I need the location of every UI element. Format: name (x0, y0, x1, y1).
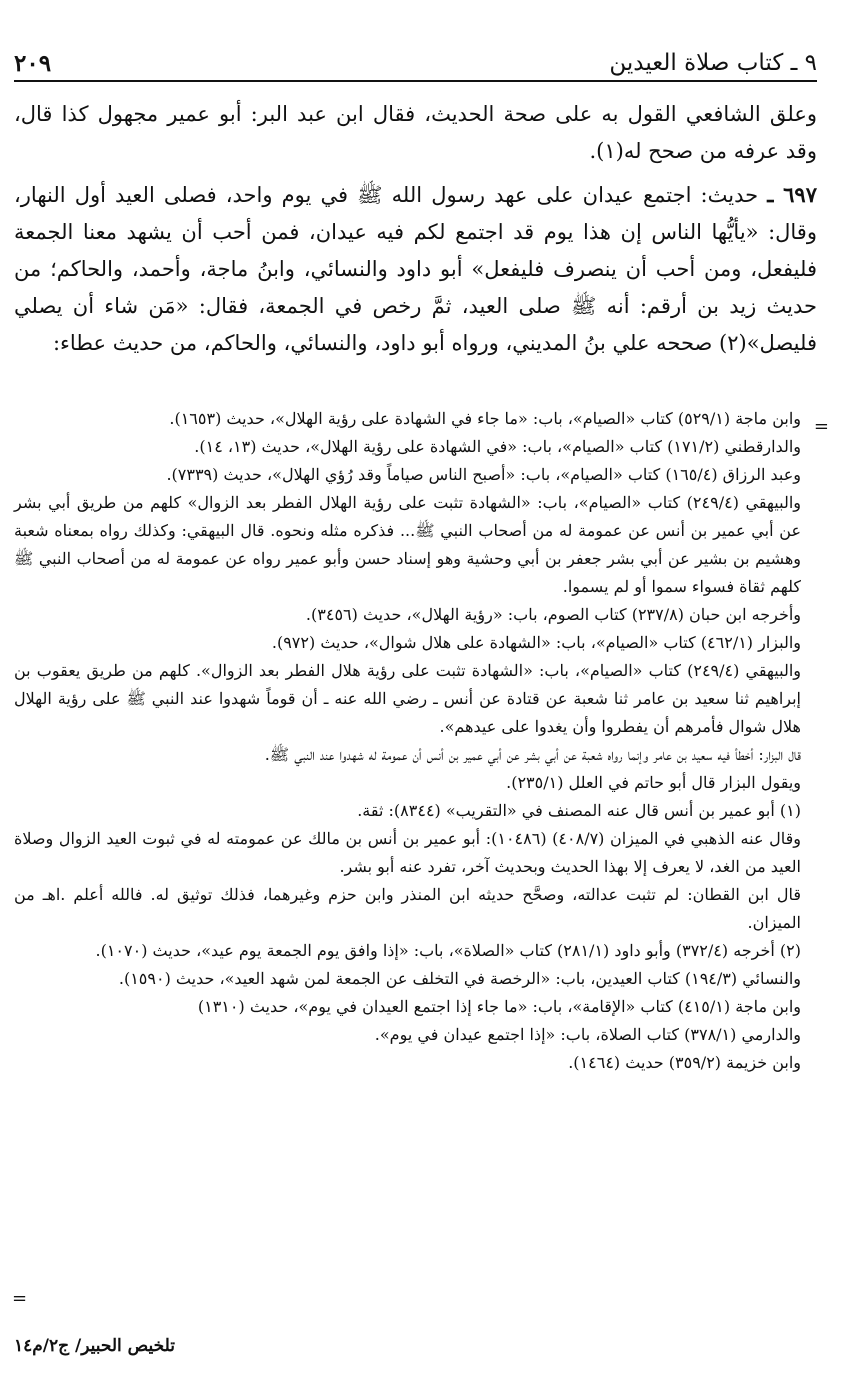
footnote-line: والبزار (٤٦٢/١) كتاب «الصيام»، باب: «الشهادة على هلال شوال»، حديث (٩٧٢). (271, 633, 801, 652)
hadith-text: حديث: اجتمع عيدان على عهد رسول الله ﷺ في يوم واحد، فصلى العيد أول النهار، وقال: «يأيُّها الناس إن هذا يوم قد اجتمع لكم فيه عيدان، فمن أحب أن يشهد معنا الجمعة فليفعل، ومن أحب أن ينصرف فليفعل» أبو داود والنسائي، وابنُ ماجة، وأحمد، والحاكم؛ من حديث زيد بن أرقم: أنه ﷺ صلى العيد، ثمَّ رخص في الجمعة، فقال: «مَن شاء أن يصلي فليصل»(٢) صححه علي بنُ المديني، ورواه أبو داود، والنسائي، والحاكم، من حديث عطاء: (14, 183, 817, 355)
header-rule (14, 80, 817, 82)
footnote-line: والدارقطني (١٧١/٢) كتاب «الصيام»، باب: «في الشهادة على رؤية الهلال»، حديث (١٣، ١٤). (194, 437, 801, 456)
footnote-line: وابن ماجة (٤١٥/١) كتاب «الإقامة»، باب: «ما جاء إذا اجتمع العيدان في يوم»، حديث (١٣١٠) (197, 997, 801, 1016)
footnote-line: وأخرجه ابن حبان (٢٣٧/٨) كتاب الصوم، باب: «رؤية الهلال»، حديث (٣٤٥٦). (305, 605, 801, 624)
footnote-line: ويقول البزار قال أبو حاتم في العلل (٢٣٥/١). (506, 773, 801, 792)
footnote-line: قال ابن القطان: لم تثبت عدالته، وصحَّح حديثه ابن المنذر وابن حزم وغيرهما، فذلك توثيق له. فالله أعلم .اهـ من الميزان. (14, 885, 802, 932)
footnote-line: والدارمي (٣٧٨/١) كتاب الصلاة، باب: «إذا اجتمع عيدان في يوم». (374, 1025, 801, 1044)
hadith-paragraph (14, 176, 817, 362)
footnote-1: (١) أبو عمير بن أنس قال عنه المصنف في «التقريب» (٨٣٤٤): ثقة. (357, 801, 801, 820)
footnote-line: قال البزار: أخطأ فيه سعيد بن عامر وإنما رواه شعبة عن أبي بشر عن أبي عمير بن أنس أن عمومة له شهدوا عند النبي ﷺ. (264, 745, 801, 764)
footnote-line: والنسائي (١٩٤/٣) كتاب العيدين، باب: «الرخصة في التخلف عن الجمعة لمن شهد العيد»، حديث (١٥٩٠). (118, 969, 801, 988)
hadith-number: ٦٩٧ ـ (767, 182, 817, 207)
page-header (14, 44, 817, 82)
continuation-mark-bottom: = (12, 1288, 28, 1309)
page-number: ٢٠٩ (14, 50, 52, 77)
footnote-line: وابن ماجة (٥٢٩/١) كتاب «الصيام»، باب: «ما جاء في الشهادة على رؤية الهلال»، حديث (١٦٥٣). (169, 409, 801, 428)
footnote-line: وعبد الرزاق (١٦٥/٤) كتاب «الصيام»، باب: «أصبح الناس صياماً وقد رُؤي الهلال»، حديث (٧٣٣٩). (166, 465, 801, 484)
footnote-line: وابن خزيمة (٣٥٩/٢) حديث (١٤٦٤). (568, 1053, 801, 1072)
chapter-title: ٩ ـ كتاب صلاة العيدين (609, 50, 817, 76)
main-paragraph: وعلق الشافعي القول به على صحة الحديث، فقال ابن عبد البر: أبو عمير مجهول كذا قال، وقد عرفه من صحح له(١). (14, 102, 817, 163)
page-footer-signature: تلخيص الحبير/ ج٢/م١٤ (14, 1336, 175, 1356)
footnotes (14, 405, 801, 1077)
main-text (14, 96, 817, 362)
footnote-line: وقال عنه الذهبي في الميزان (٤٠٨/٧) (١٠٤٨٦): أبو عمير بن أنس بن مالك عن عمومته له في ثبوت العيد الزوال وصلاة العيد من الغد، لا يعرف إلا بهذا الحديث وبحديث آخر، تفرد عنه أبو بشر. (14, 829, 801, 876)
footnote-2: (٢) أخرجه (٣٧٢/٤) وأبو داود (٢٨١/١) كتاب «الصلاة»، باب: «إذا وافق يوم الجمعة يوم عيد»، حديث (١٠٧٠). (95, 941, 801, 960)
footnote-line: والبيهقي (٢٤٩/٤) كتاب «الصيام»، باب: «الشهادة تثبت على رؤية الهلال الفطر بعد الزوال» كلهم من طريق أبي بشر عن أبي عمير بن أنس عن عمومة له من أصحاب النبي ﷺ... فذكره مثله ونحوه. قال البيهقي: وكذلك رواه بمعناه شعبة وهشيم بن بشير عن أبي بشر جعفر بن أبي وحشية وهو إسناد حسن وأبو عمير رواه عن عمومة له من أصحاب النبي ﷺ كلهم ثقاة فسواء سموا أو لم يسموا. (14, 493, 802, 596)
footnote-line: والبيهقي (٢٤٩/٤) كتاب «الصيام»، باب: «الشهادة تثبت على رؤية هلال الفطر بعد الزوال». كلهم من طريق يعقوب بن إبراهيم ثنا سعيد بن عامر ثنا شعبة عن قتادة عن أنس ـ رضي الله عنه ـ أن قوماً شهدوا عند النبي ﷺ على رؤية الهلال هلال شوال فأمرهم أن يفطروا وأن يغدوا على عيدهم». (14, 661, 801, 736)
continuation-mark-top: = (813, 416, 829, 437)
